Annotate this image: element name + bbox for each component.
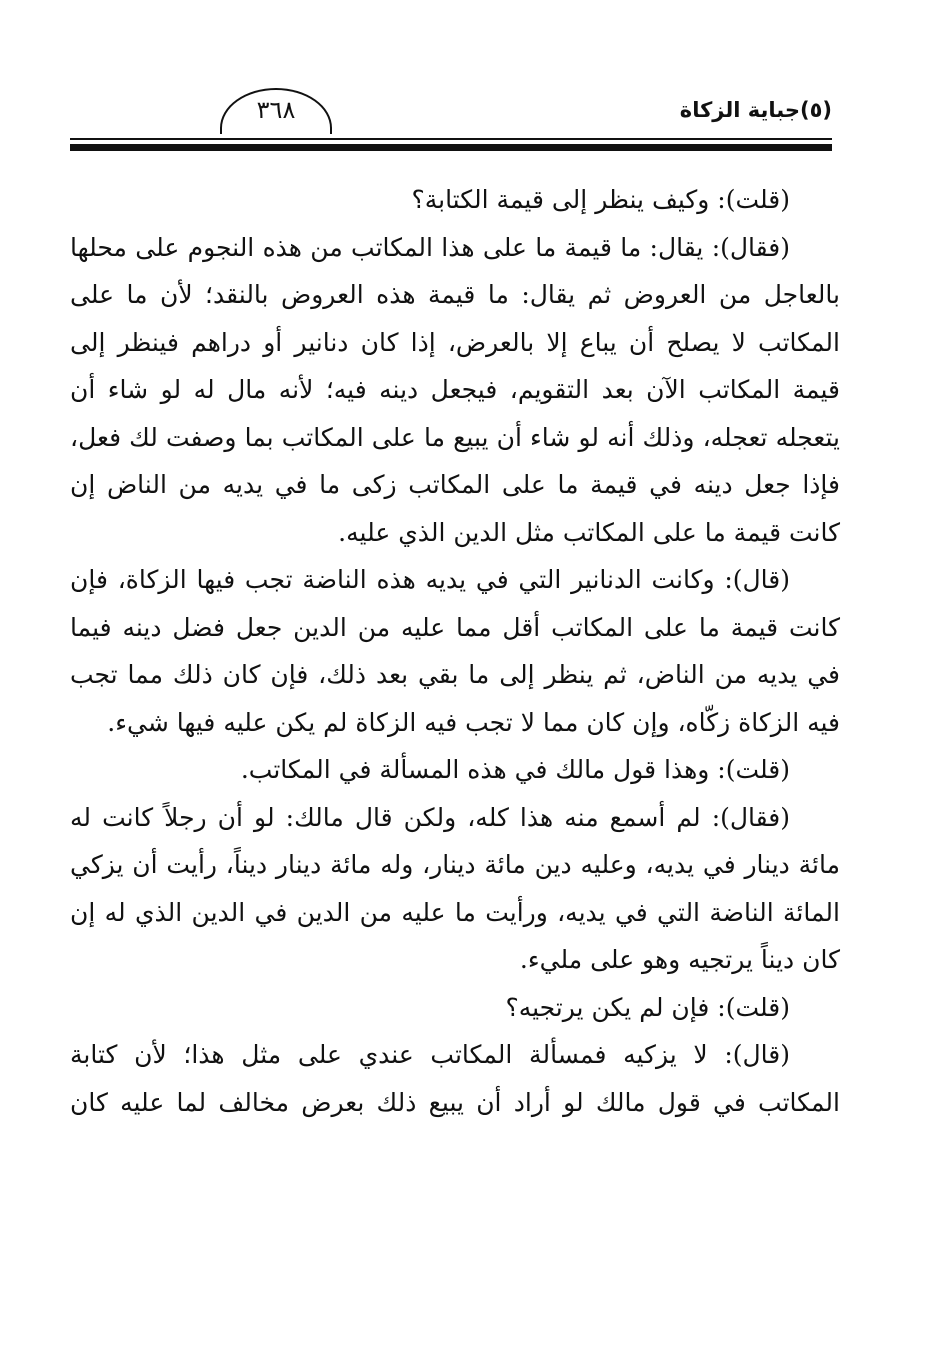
paragraph-3: (قال): وكانت الدنانير التي في يديه هذه الناضة تجب فيها الزكاة، فإن كانت قيمة ما على المكاتب أقل مما عليه من الدين جعل فضل دينه فيما في يديه من الناض، ثم ينظر إلى ما بقي بعد ذلك، فإن كان ذلك مما تجب فيه الزكاة زكّاه، وإن كان مما لا تجب فيه الزكاة لم يكن عليه فيها شيء. [70,565,840,737]
paragraph-1: (قلت): وكيف ينظر إلى قيمة الكتابة؟ [411,185,790,214]
page-header [70,88,832,160]
body-text [70,176,840,1126]
header-rule-thin [70,138,832,140]
chapter-title: (٥)جباية الزكاة [679,98,832,122]
page-number: ٣٦٨ [256,96,296,124]
paragraph-6: (قلت): فإن لم يكن يرتجيه؟ [505,992,790,1022]
paragraph-5: (فقال): لم أسمع منه هذا كله، ولكن قال مالك: لو أن رجلاً كانت له مائة دينار في يديه، وعليه دين مائة دينار، وله مائة دينار ديناً، رأيت أن يزكي المائة الناضة التي في يديه، ورأيت ما عليه من الدين في الدين الذي له إن كان ديناً يرتجيه وهو على مليء. [70,802,840,974]
paragraph-4: (قلت): وهذا قول مالك في هذه المسألة في المكاتب. [240,755,790,784]
paragraph-7: (قال): لا يزكيه فمسألة المكاتب عندي على مثل هذا؛ لأن كتابة المكاتب في قول مالك لو أراد أن يبيع ذلك بعرض مخالف لما عليه كان [70,1040,840,1117]
paragraph-2: (فقال): يقال: ما قيمة ما على هذا المكاتب من هذه النجوم على محلها بالعاجل من العروض ثم يقال: ما قيمة هذه العروض بالنقد؛ لأن ما على المكاتب لا يصلح أن يباع إلا بالعرض، إذا كان دنانير أو دراهم فينظر إلى قيمة المكاتب الآن بعد التقويم، فيجعل دينه فيه؛ لأنه مال له لو شاء أن يتعجله تعجله، وذلك أنه لو شاء أن يبيع ما على المكاتب بما وصفت لك فعل، فإذا جعل دينه في قيمة ما على المكاتب زكى ما في يديه من الناض إن كانت قيمة ما على المكاتب مثل الدين الذي عليه. [70,232,840,547]
header-rule-thick [70,144,832,151]
